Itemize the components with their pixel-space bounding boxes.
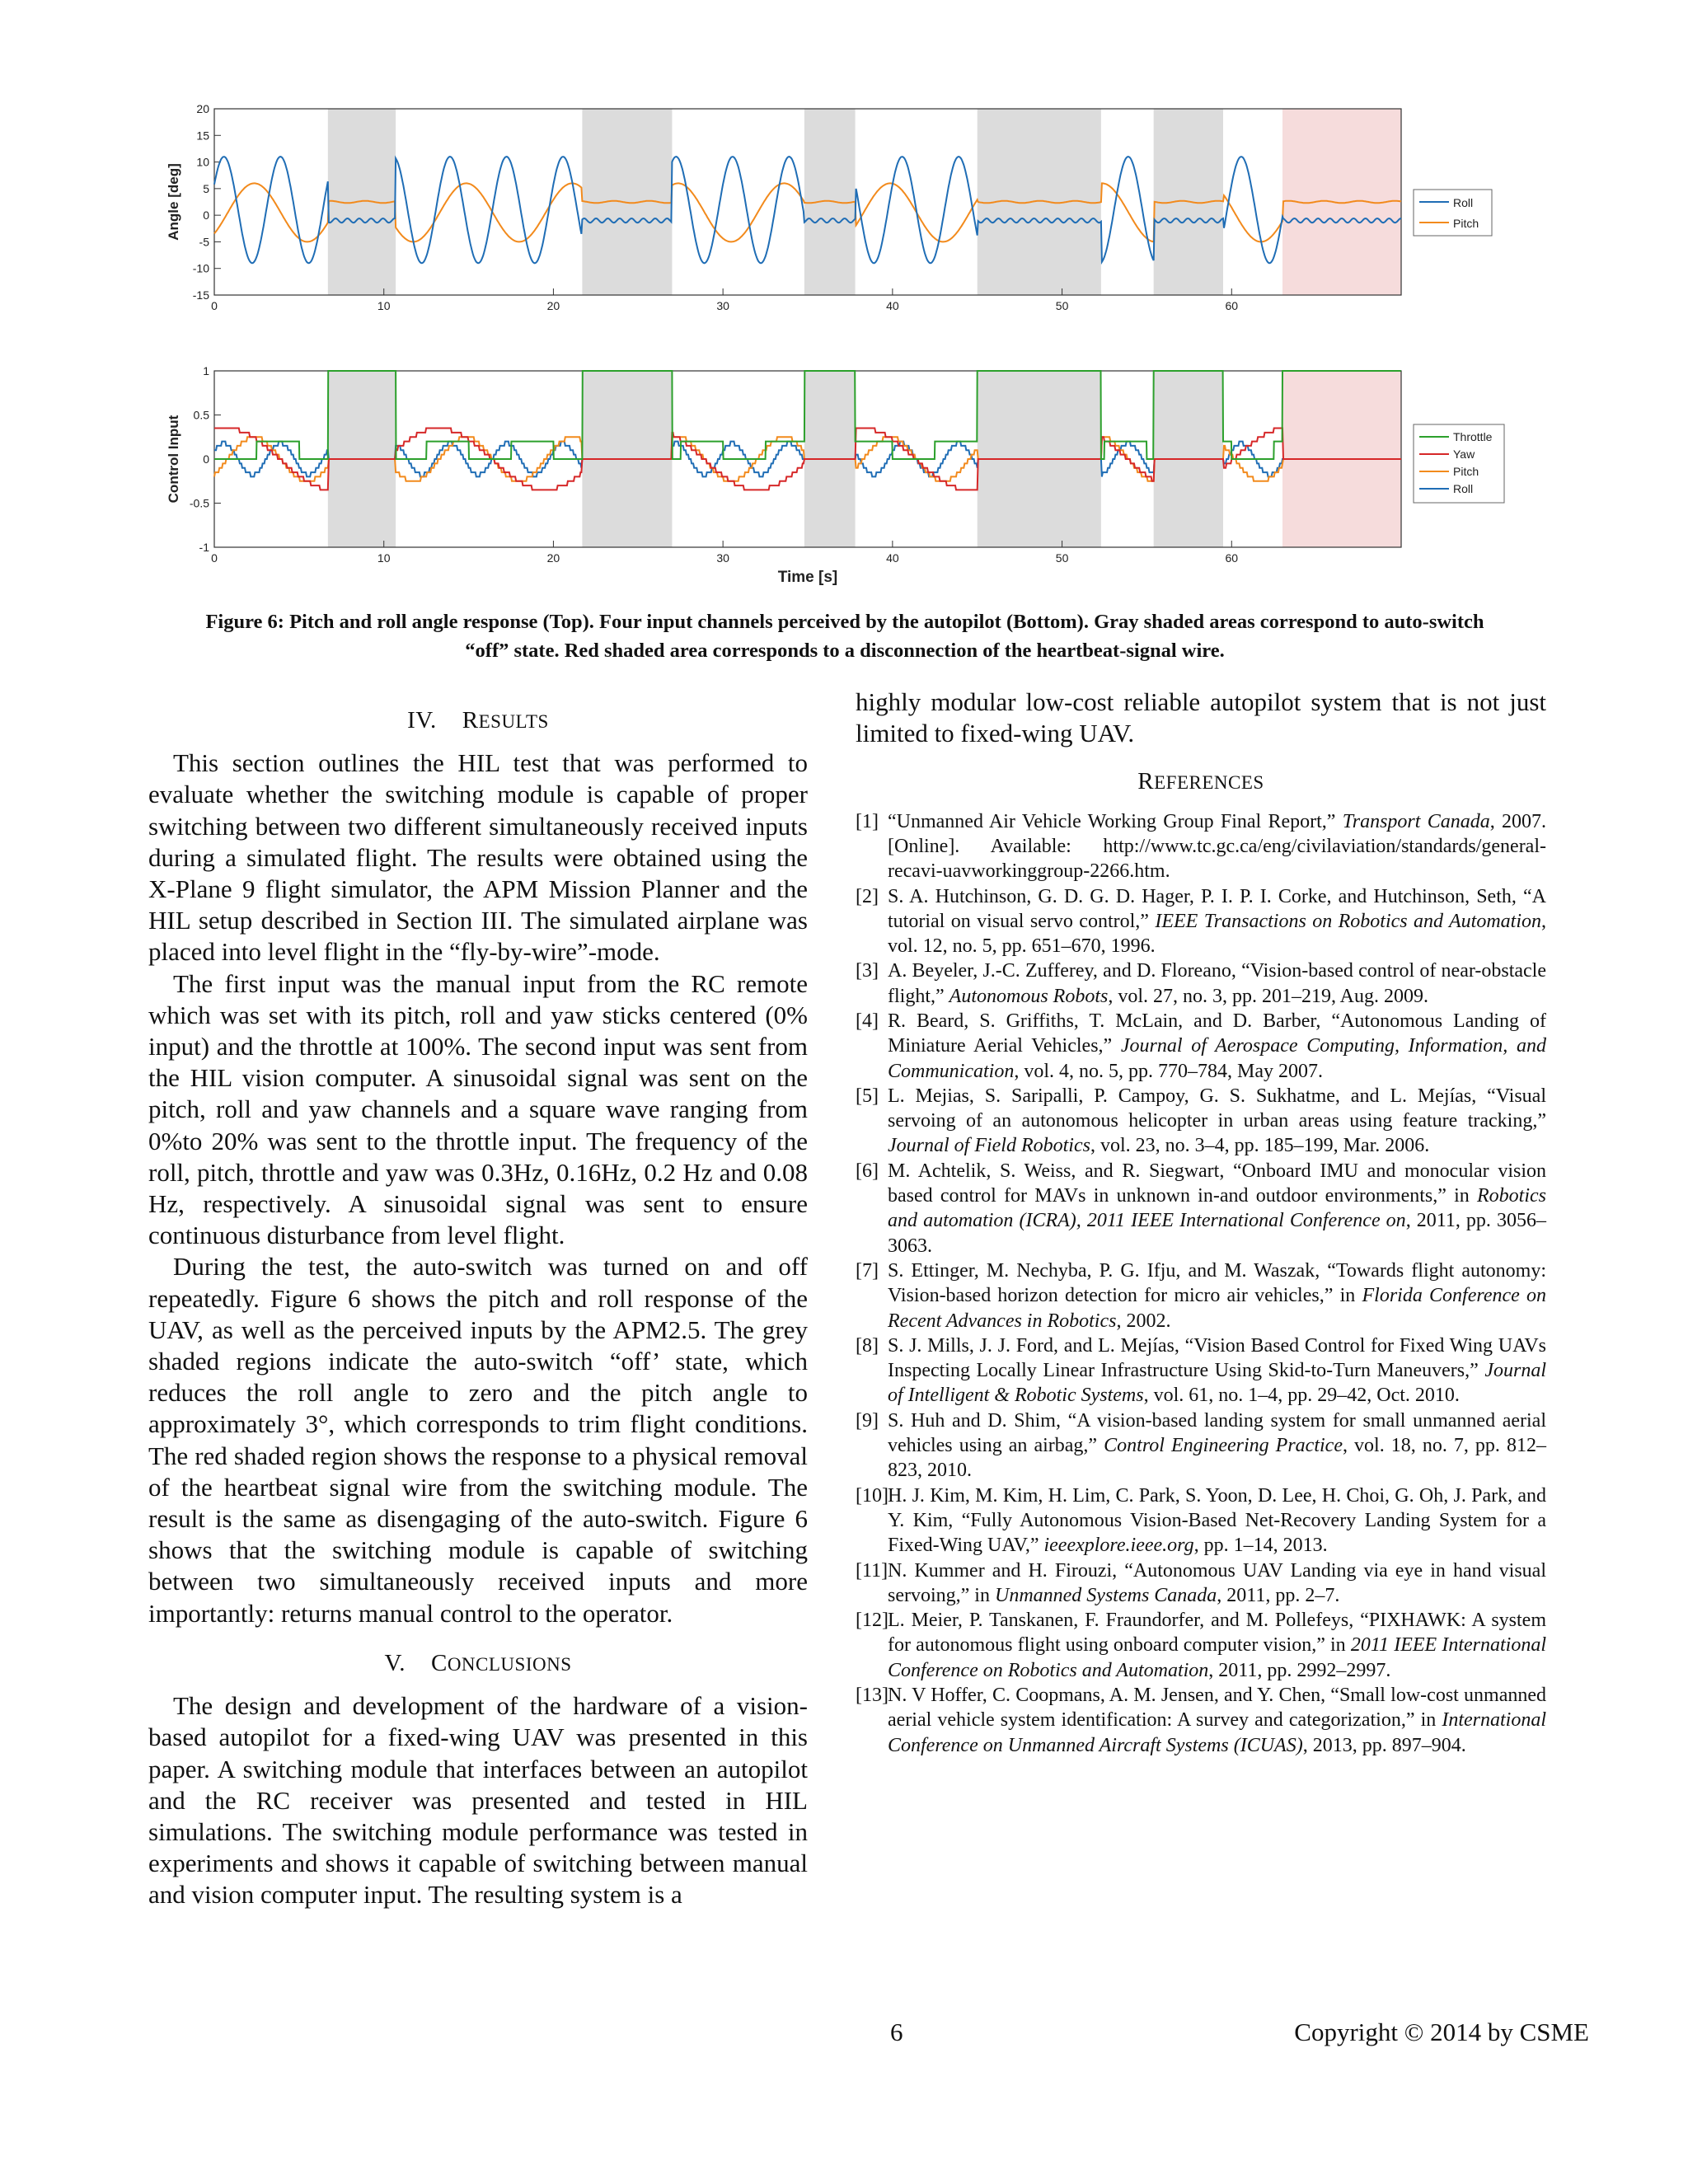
reference-number: [11]	[856, 1559, 889, 1582]
conclusions-heading: V. CONCLUSIONS	[384, 1649, 572, 1676]
x-tick-label: 50	[1055, 551, 1069, 565]
reference-item: [3] A. Beyeler, J.-C. Zufferey, and D. Floreano, “Vision-based control of near-obstacle flight,” Autonomous Robots, vol. 27, no. 3, pp. 201–219, Aug. 2009.	[856, 960, 1546, 1007]
legend-throttle: Throttle	[1453, 430, 1493, 443]
reference-venue: Journal of Aerospace Computing, Information, and Communication	[888, 1035, 1546, 1082]
reference-venue: Robotics and automation (ICRA), 2011 IEEE International Conference on	[888, 1185, 1546, 1232]
x-tick-label: 10	[377, 551, 391, 565]
reference-item: [12] L. Meier, P. Tanskanen, F. Fraundorfer, and M. Pollefeys, “PIXHAWK: A system for autonomous flight using onboard computer vision,” in 2011 IEEE International Conference on Robotics and Automation, 2011, pp. 2992–2997.	[856, 1610, 1546, 1681]
x-tick-label: 30	[716, 299, 729, 312]
right-column	[856, 688, 1546, 1758]
reference-item: [5] L. Mejias, S. Saripalli, P. Campoy, G. S. Sukhatme, and L. Mejías, “Visual servoing of an autonomous helicopter in urban areas using feature tracking,” Journal of Field Robotics, vol. 23, no. 3–4, pp. 185–199, Mar. 2006.	[856, 1085, 1546, 1157]
x-tick-label: 30	[716, 551, 729, 565]
legend-roll: Roll	[1453, 196, 1474, 209]
copyright: Copyright © 2014 by CSME	[1294, 2018, 1589, 2046]
reference-number: [1]	[856, 810, 879, 832]
x-tick-label: 10	[377, 299, 391, 312]
y-tick-label: 1	[203, 364, 209, 377]
reference-number: [4]	[856, 1010, 879, 1032]
references-heading: REFERENCES	[1137, 768, 1264, 795]
y-tick-label: 20	[196, 102, 209, 115]
reference-number: [5]	[856, 1085, 879, 1107]
gray-shaded-region	[804, 109, 856, 295]
x-tick-label: 50	[1055, 299, 1069, 312]
y-tick-label: -15	[192, 288, 209, 302]
y-tick-label: 15	[196, 129, 209, 143]
figure-caption	[132, 607, 1558, 665]
reference-venue: Control Engineering Practice	[1104, 1435, 1343, 1457]
top-chart	[166, 102, 1492, 312]
reference-venue: International Conference on Unmanned Aircraft Systems (ICUAS)	[888, 1709, 1546, 1756]
x-tick-label: 60	[1225, 299, 1239, 312]
y-tick-label: 0	[203, 209, 209, 223]
reference-item: [4] R. Beard, S. Griffiths, T. McLain, and D. Barber, “Autonomous Landing of Miniature Aerial Vehicles,” Journal of Aerospace Computing, Information, and Communication, vol. 4, no. 5, pp. 770–784, May 2007.	[856, 1010, 1546, 1082]
legend-pitch-input: Pitch	[1453, 465, 1479, 478]
y-tick-label: 10	[196, 155, 209, 169]
reference-number: [2]	[856, 885, 879, 907]
reference-number: [3]	[856, 960, 879, 982]
y-tick-label: -5	[199, 235, 209, 249]
figure-6	[148, 99, 1493, 593]
bottom-xlabel: Time [s]	[777, 569, 838, 586]
y-tick-label: -0.5	[189, 496, 209, 510]
y-tick-label: 0.5	[193, 408, 209, 422]
reference-venue: ieeexplore.ieee.org	[1043, 1535, 1194, 1557]
y-tick-label: 0	[203, 452, 209, 466]
results-heading: IV. RESULTS	[407, 707, 549, 733]
x-tick-label: 0	[211, 551, 218, 565]
reference-item: [2] S. A. Hutchinson, G. D. G. D. Hager, P. I. P. I. Corke, and Hutchinson, Seth, “A tutorial on visual servo control,” IEEE Transactions on Robotics and Automation, vol. 12, no. 5, pp. 651–670, 1996.	[856, 885, 1547, 958]
reference-item: [8] S. J. Mills, J. J. Ford, and L. Mejías, “Vision Based Control for Fixed Wing UAVs Inspecting Locally Linear Infrastructure Using Skid-to-Turn Maneuvers,” Journal of Intelligent & Robotic Systems, vol. 61, no. 1–4, pp. 29–42, Oct. 2010.	[856, 1334, 1546, 1407]
reference-venue: IEEE Transactions on Robotics and Automation	[1155, 910, 1542, 932]
reference-venue: Journal of Field Robotics	[888, 1135, 1090, 1157]
reference-number: [9]	[856, 1409, 879, 1432]
reference-venue: Autonomous Robots	[949, 985, 1109, 1007]
x-tick-label: 60	[1225, 551, 1239, 565]
results-paragraph-1: This section outlines the HIL test that was performed to evaluate whether the switching module is capable of proper switching between two different simultaneously received inputs during a simulated flight. The results were obtained using the X-Plane 9 flight simulator, the APM Mission Planner and the HIL setup described in Section III. The simulated airplane was placed into level flight in the “fly-by-wire”-mode.	[148, 748, 808, 967]
top-legend	[1414, 190, 1492, 236]
reference-number: [12]	[856, 1610, 889, 1632]
left-column	[148, 688, 808, 1911]
x-tick-label: 20	[546, 551, 560, 565]
bottom-ylabel: Control Input	[166, 415, 181, 504]
reference-venue: 2011 IEEE International Conference on Robotics and Automation	[888, 1634, 1546, 1681]
reference-number: [6]	[856, 1160, 879, 1182]
caption-line-1: Figure 6: Pitch and roll angle response (Top). Four input channels perceived by the autopilot (Bottom). Gray shaded areas correspond to auto-switch	[205, 611, 1484, 633]
x-tick-label: 0	[211, 299, 218, 312]
results-paragraph-2: The first input was the manual input from the RC remote which was set with its pitch, roll and yaw sticks centered (0% input) and the throttle at 100%. The second input was sent from the HIL vision computer. A sinusoidal signal was sent on the pitch, roll and yaw channels and a square wave ranging from 0%to 20% was sent to the throttle input. The frequency of the roll, pitch, throttle and yaw was 0.3Hz, 0.16Hz, 0.2 Hz and 0.08 Hz, respectively. A sinusoidal signal was sent to ensure continuous disturbance from level flight.	[148, 968, 808, 1250]
reference-list	[856, 809, 1546, 1758]
reference-item: [7] S. Ettinger, M. Nechyba, P. G. Ifju, and M. Waszak, “Towards flight autonomy: Vision-based horizon detection for micro air vehicles,” in Florida Conference on Recent Advances in Robotics, 2002.	[856, 1259, 1546, 1332]
legend-roll-input: Roll	[1453, 482, 1474, 495]
reference-item: [11] N. Kummer and H. Firouzi, “Autonomous UAV Landing via eye in hand visual servoing,” in Unmanned Systems Canada, 2011, pp. 2–7.	[856, 1559, 1546, 1606]
reference-number: [7]	[856, 1259, 879, 1282]
reference-item: [13] N. V Hoffer, C. Coopmans, A. M. Jensen, and Y. Chen, “Small low-cost unmanned aerial vehicle system identification: A survey and categorization,” in International Conference on Unmanned Aircraft Systems (ICUAS), 2013, pp. 897–904.	[856, 1685, 1546, 1756]
y-tick-label: -1	[199, 541, 209, 554]
reference-venue: Florida Conference on Recent Advances in Robotics	[888, 1285, 1546, 1332]
reference-venue: Transport Canada	[1342, 810, 1490, 832]
conclusions-paragraph: The design and development of the hardware of a vision-based autopilot for a fixed-wing UAV was presented in this paper. A switching module that interfaces between an autopilot and the RC receiver was presented and tested in HIL simulations. The switching module performance was tested in experiments and shows it capable of switching between manual and vision computer input. The resulting system is a	[148, 1691, 808, 1910]
bottom-legend	[1414, 424, 1504, 503]
legend-pitch: Pitch	[1453, 217, 1479, 230]
conclusions-continued: highly modular low-cost reliable autopilot system that is not just limited to fixed-wing UAV.	[856, 687, 1546, 748]
reference-item: [6] M. Achtelik, S. Weiss, and R. Siegwart, “Onboard IMU and monocular vision based control for MAVs in unknown in-and outdoor environments,” in Robotics and automation (ICRA), 2011 IEEE International Conference on, 2011, pp. 3056–3063.	[856, 1160, 1546, 1257]
reference-venue: Unmanned Systems Canada	[994, 1584, 1217, 1606]
x-tick-label: 20	[546, 299, 560, 312]
page-number: 6	[890, 2018, 903, 2046]
reference-number: [13]	[856, 1685, 889, 1706]
x-tick-label: 40	[886, 299, 899, 312]
y-tick-label: 5	[203, 181, 209, 195]
top-ylabel: Angle [deg]	[166, 163, 181, 241]
reference-number: [10]	[856, 1484, 889, 1507]
reference-item: [10] H. J. Kim, M. Kim, H. Lim, C. Park, S. Yoon, D. Lee, H. Choi, G. Oh, J. Park, and Y. Kim, “Fully Autonomous Vision-Based Net-Recovery Landing System for a Fixed-Wing UAV,” ieeexplore.ieee.org, pp. 1–14, 2013.	[856, 1484, 1546, 1557]
y-tick-label: -10	[192, 261, 209, 275]
reference-venue: Journal of Intelligent & Robotic Systems	[888, 1360, 1546, 1407]
reference-item: [9] S. Huh and D. Shim, “A vision-based landing system for small unmanned aerial vehicles using an airbag,” Control Engineering Practice, vol. 18, no. 7, pp. 812–823, 2010.	[856, 1409, 1546, 1482]
legend-yaw: Yaw	[1453, 448, 1475, 461]
reference-item: [1] “Unmanned Air Vehicle Working Group Final Report,” Transport Canada, 2007. [Online]. Available: http://www.tc.gc.ca/eng/civilaviation/standards/general-recavi-uavworkinggroup-2266.htm.	[856, 810, 1546, 883]
results-paragraph-3: During the test, the auto-switch was turned on and off repeatedly. Figure 6 shows the pitch and roll response of the UAV, as well as the perceived inputs by the APM2.5. The grey shaded regions indicate the auto-switch “off’ state, which reduces the roll angle to zero and the pitch angle to approximately 3°, which corresponds to trim flight conditions. The red shaded region shows the response to a physical removal of the heartbeat signal wire from the switching module. The result is the same as disengaging of the auto-switch. Figure 6 shows that the switching module is capable of switching between two simultaneously received inputs and more importantly: returns manual control to the operator.	[148, 1252, 808, 1628]
reference-number: [8]	[856, 1334, 879, 1357]
x-tick-label: 40	[886, 551, 899, 565]
bottom-chart	[166, 364, 1504, 586]
caption-line-2: “off” state. Red shaded area corresponds to a disconnection of the heartbeat-signal wire.	[465, 640, 1225, 662]
